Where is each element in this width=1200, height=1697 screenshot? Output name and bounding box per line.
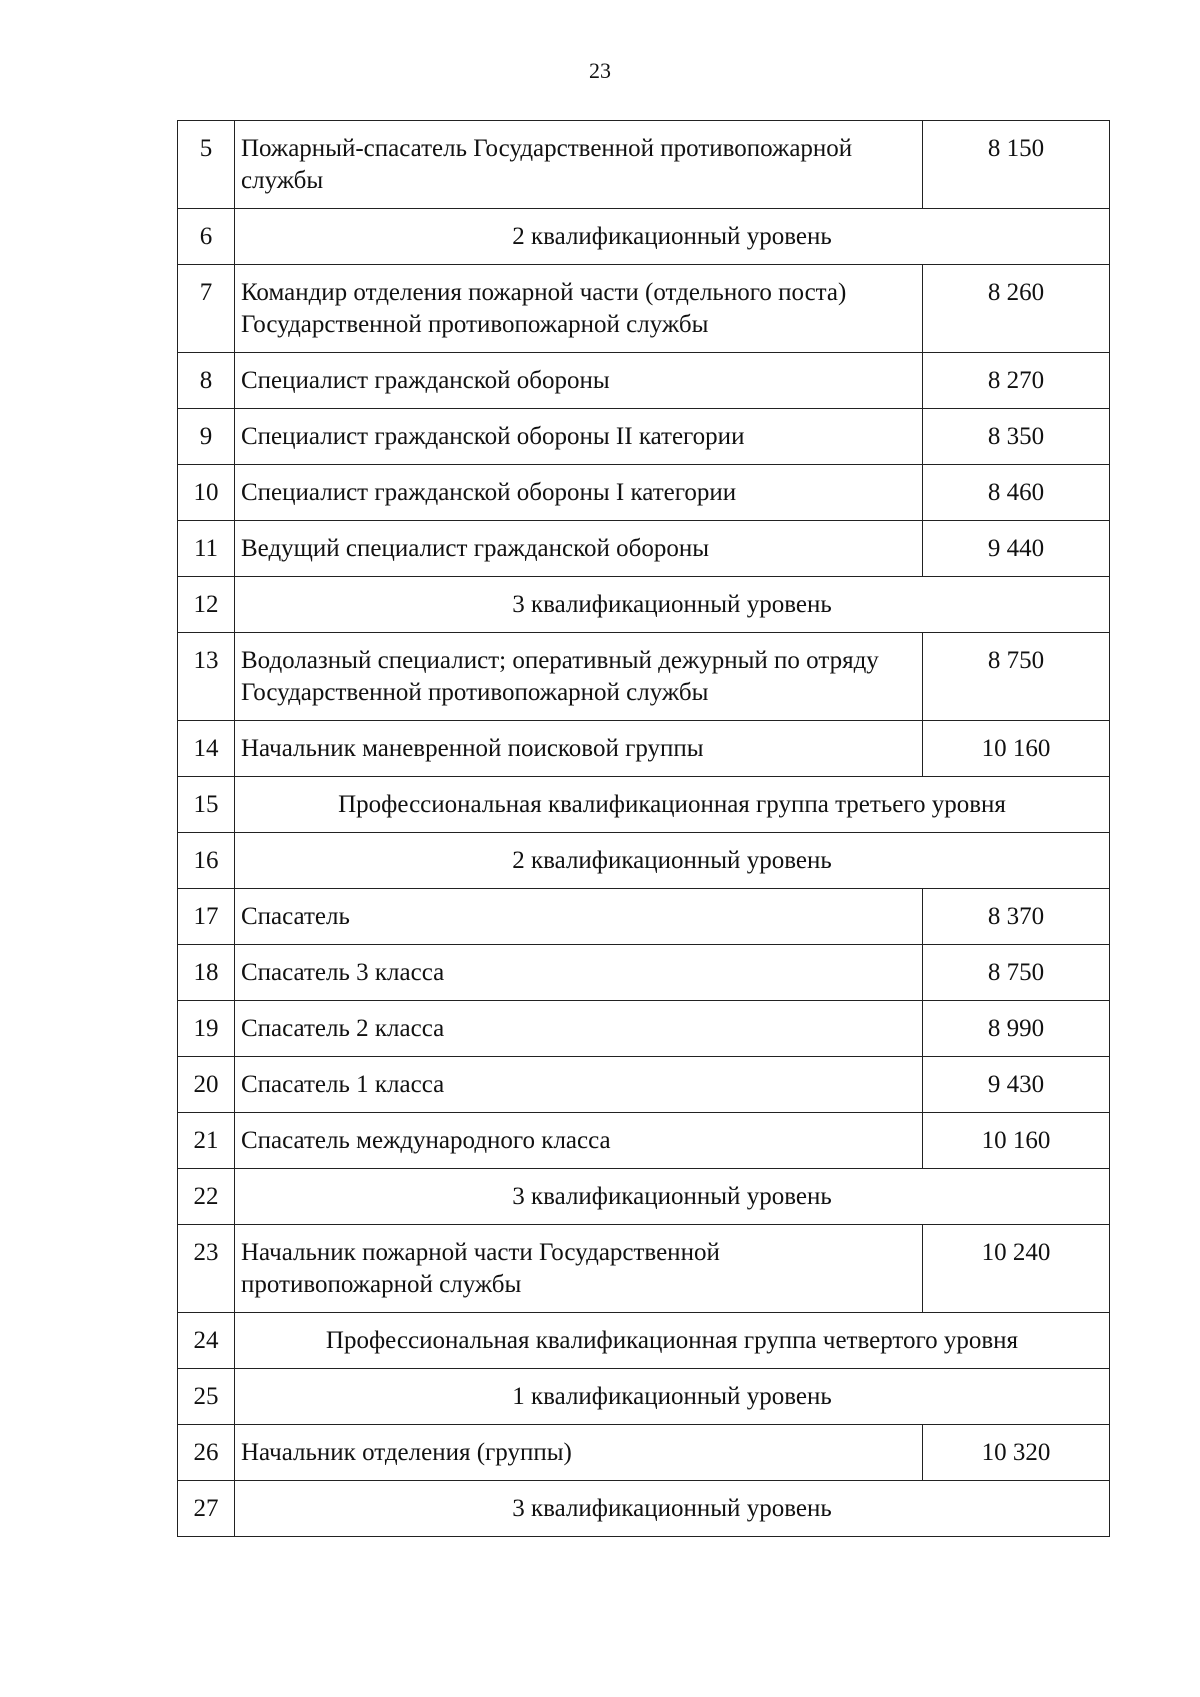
row-number: 8 xyxy=(178,353,235,409)
row-number: 22 xyxy=(178,1169,235,1225)
salary-value: 10 160 xyxy=(923,1113,1110,1169)
page-number: 23 xyxy=(589,58,611,83)
table-row xyxy=(178,721,1110,777)
row-number: 27 xyxy=(178,1481,235,1537)
row-number: 16 xyxy=(178,833,235,889)
row-number: 12 xyxy=(178,577,235,633)
level-header-row xyxy=(178,1313,1110,1369)
salary-table xyxy=(177,120,1110,1537)
position-name: Начальник отделения (группы) xyxy=(235,1425,923,1481)
table-row xyxy=(178,521,1110,577)
salary-value: 8 370 xyxy=(923,889,1110,945)
level-header-row xyxy=(178,777,1110,833)
position-name: Командир отделения пожарной части (отдельного поста) Государственной противопожарной службы xyxy=(235,265,923,353)
table-row xyxy=(178,465,1110,521)
row-number: 11 xyxy=(178,521,235,577)
position-name: Специалист гражданской обороны I категории xyxy=(235,465,923,521)
position-name: Начальник маневренной поисковой группы xyxy=(235,721,923,777)
table-row xyxy=(178,633,1110,721)
row-number: 21 xyxy=(178,1113,235,1169)
level-header-row xyxy=(178,209,1110,265)
position-name: Спасатель 2 класса xyxy=(235,1001,923,1057)
row-number: 23 xyxy=(178,1225,235,1313)
salary-value: 8 750 xyxy=(923,633,1110,721)
salary-value: 8 150 xyxy=(923,121,1110,209)
qualification-level-title: 3 квалификационный уровень xyxy=(235,577,1110,633)
salary-value: 8 350 xyxy=(923,409,1110,465)
position-name: Спасатель международного класса xyxy=(235,1113,923,1169)
qualification-level-title: Профессиональная квалификационная группа четвертого уровня xyxy=(235,1313,1110,1369)
row-number: 13 xyxy=(178,633,235,721)
position-name: Начальник пожарной части Государственной противопожарной службы xyxy=(235,1225,923,1313)
row-number: 6 xyxy=(178,209,235,265)
row-number: 14 xyxy=(178,721,235,777)
position-name: Водолазный специалист; оперативный дежурный по отряду Государственной противопожарной службы xyxy=(235,633,923,721)
row-number: 7 xyxy=(178,265,235,353)
table-row xyxy=(178,265,1110,353)
row-number: 18 xyxy=(178,945,235,1001)
position-name: Спасатель 3 класса xyxy=(235,945,923,1001)
salary-value: 9 440 xyxy=(923,521,1110,577)
table-row xyxy=(178,1057,1110,1113)
level-header-row xyxy=(178,833,1110,889)
table-row xyxy=(178,121,1110,209)
row-number: 10 xyxy=(178,465,235,521)
row-number: 5 xyxy=(178,121,235,209)
position-name: Пожарный-спасатель Государственной противопожарной службы xyxy=(235,121,923,209)
table-row xyxy=(178,1113,1110,1169)
row-number: 19 xyxy=(178,1001,235,1057)
salary-value: 9 430 xyxy=(923,1057,1110,1113)
salary-value: 8 460 xyxy=(923,465,1110,521)
position-name: Спасатель 1 класса xyxy=(235,1057,923,1113)
table-row xyxy=(178,1001,1110,1057)
table-row xyxy=(178,1225,1110,1313)
salary-value: 10 320 xyxy=(923,1425,1110,1481)
row-number: 26 xyxy=(178,1425,235,1481)
table-row xyxy=(178,409,1110,465)
row-number: 15 xyxy=(178,777,235,833)
position-name: Специалист гражданской обороны xyxy=(235,353,923,409)
table-row xyxy=(178,353,1110,409)
qualification-level-title: 2 квалификационный уровень xyxy=(235,833,1110,889)
table-row xyxy=(178,945,1110,1001)
table-row xyxy=(178,889,1110,945)
qualification-level-title: 3 квалификационный уровень xyxy=(235,1481,1110,1537)
salary-value: 10 160 xyxy=(923,721,1110,777)
salary-value: 8 260 xyxy=(923,265,1110,353)
position-name: Спасатель xyxy=(235,889,923,945)
row-number: 9 xyxy=(178,409,235,465)
position-name: Специалист гражданской обороны II категории xyxy=(235,409,923,465)
qualification-level-title: 1 квалификационный уровень xyxy=(235,1369,1110,1425)
qualification-level-title: 3 квалификационный уровень xyxy=(235,1169,1110,1225)
row-number: 25 xyxy=(178,1369,235,1425)
level-header-row xyxy=(178,577,1110,633)
table-row xyxy=(178,1425,1110,1481)
level-header-row xyxy=(178,1369,1110,1425)
table-body xyxy=(178,121,1110,1537)
salary-value: 8 270 xyxy=(923,353,1110,409)
qualification-level-title: Профессиональная квалификационная группа третьего уровня xyxy=(235,777,1110,833)
row-number: 17 xyxy=(178,889,235,945)
position-name: Ведущий специалист гражданской обороны xyxy=(235,521,923,577)
level-header-row xyxy=(178,1169,1110,1225)
row-number: 20 xyxy=(178,1057,235,1113)
salary-value: 10 240 xyxy=(923,1225,1110,1313)
row-number: 24 xyxy=(178,1313,235,1369)
qualification-level-title: 2 квалификационный уровень xyxy=(235,209,1110,265)
salary-value: 8 990 xyxy=(923,1001,1110,1057)
level-header-row xyxy=(178,1481,1110,1537)
salary-value: 8 750 xyxy=(923,945,1110,1001)
